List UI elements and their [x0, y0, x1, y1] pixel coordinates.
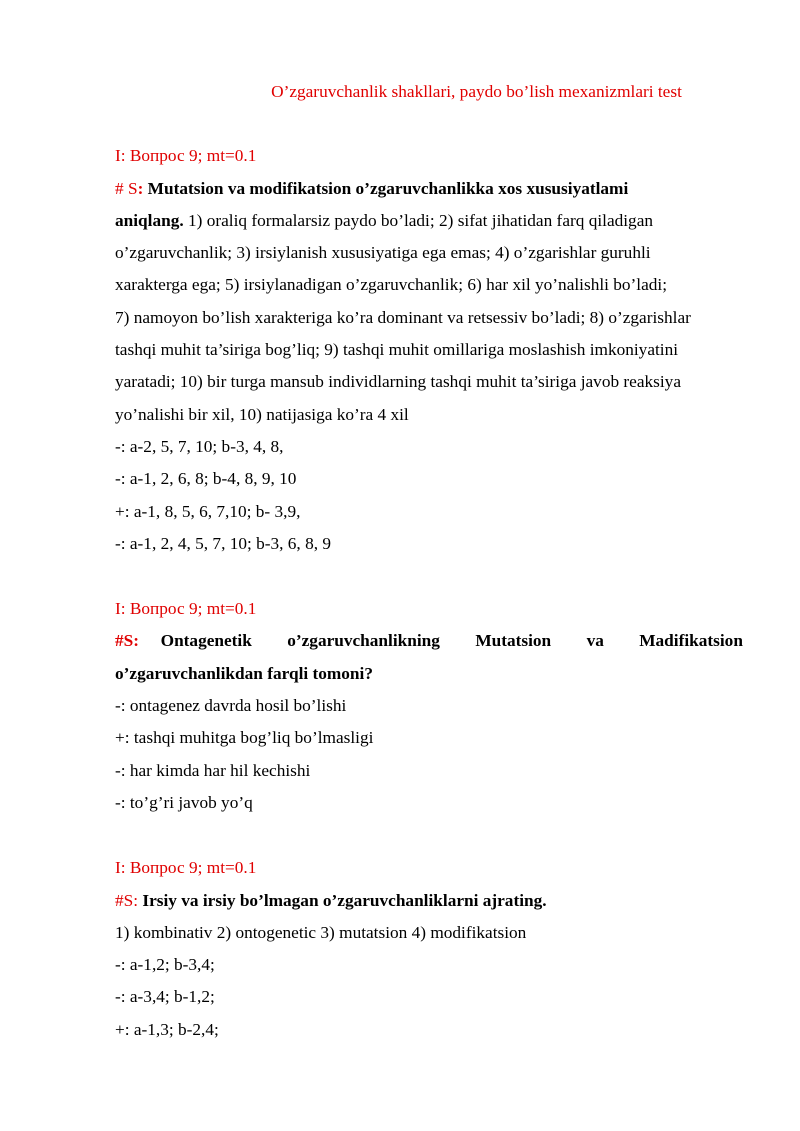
question-stem-colon: : — [137, 178, 144, 198]
question-1 — [115, 140, 743, 560]
question-stem-line — [115, 173, 743, 205]
question-stem-line: tashqi muhit ta’siriga bog’liq; 9) tashqi muhit omillariga moslashish imkoniyatini — [115, 340, 679, 360]
question-stem-word: o’zgaruvchanlikning — [287, 631, 440, 651]
question-stem-prefix: #S: — [115, 890, 139, 910]
answer-option-correct: +: a-1, 8, 5, 6, 7,10; b- 3,9, — [115, 501, 301, 521]
question-stem-line: 1) kombinativ 2) ontogenetic 3) mutatsion 4) modifikatsion — [115, 922, 527, 942]
question-stem-word: Ontagenetik — [160, 631, 252, 651]
answer-option: -: a-1,2; b-3,4; — [115, 955, 215, 975]
question-3 — [115, 852, 743, 1046]
question-2 — [115, 593, 743, 819]
question-header: I: Вопрос 9; mt=0.1 — [115, 146, 257, 166]
question-stem-line: 7) namoyon bo’lish xarakteriga ko’ra dominant va retsessiv bo’ladi; 8) o’zgarishlar — [115, 307, 691, 327]
answer-option: -: a-2, 5, 7, 10; b-3, 4, 8, — [115, 436, 284, 456]
question-stem-prefix: # S — [115, 178, 138, 198]
answer-option-correct: +: a-1,3; b-2,4; — [115, 1019, 219, 1039]
answer-option-correct: +: tashqi muhitga bog’liq bo’lmasligi — [115, 728, 374, 748]
question-stem-first-word — [115, 625, 252, 657]
answer-option: -: a-1, 2, 6, 8; b-4, 8, 9, 10 — [115, 469, 297, 489]
question-header: I: Вопрос 9; mt=0.1 — [115, 599, 257, 619]
question-stem-line: yaratadi; 10) bir turga mansub individlarning tashqi muhit ta’siriga javob reaksiya — [115, 372, 681, 392]
question-stem-text: 1) oraliq formalarsiz paydo bo’ladi; 2) sifat jihatidan farq qiladigan — [183, 210, 654, 230]
question-stem-bold: Irsiy va irsiy bo’lmagan o’zgaruvchanliklarni ajrating. — [138, 890, 547, 910]
question-stem-bold: Mutatsion va modifikatsion o’zgaruvchanlikka xos xususiyatlami — [143, 178, 629, 198]
question-stem-line: o’zgaruvchanlik; 3) irsiylanish xususiyatiga ega emas; 4) o’zgarishlar guruhli — [115, 243, 651, 263]
document-title: O’zgaruvchanlik shakllari, paydo bo’lish mexanizmlari test — [271, 82, 682, 101]
answer-option: -: har kimda har hil kechishi — [115, 760, 311, 780]
answer-option: -: to’g’ri javob yo’q — [115, 792, 253, 812]
answer-option: -: a-3,4; b-1,2; — [115, 987, 215, 1007]
question-stem-bold: aniqlang. — [115, 210, 184, 230]
question-stem-prefix: #S: — [115, 631, 140, 651]
question-stem-line: yo’nalishi bir xil, 10) natijasiga ko’ra 4 xil — [115, 404, 409, 424]
question-stem-line — [115, 205, 743, 237]
question-stem-word: Mutatsion — [475, 631, 552, 651]
question-stem-line: o’zgaruvchanlikdan farqli tomoni? — [115, 663, 373, 683]
question-stem-word: va — [586, 631, 604, 651]
answer-option: -: ontagenez davrda hosil bo’lishi — [115, 696, 347, 716]
question-stem-word: Madifikatsion — [639, 631, 743, 651]
question-stem-line — [115, 625, 743, 657]
question-stem-line — [115, 885, 743, 917]
answer-option: -: a-1, 2, 4, 5, 7, 10; b-3, 6, 8, 9 — [115, 533, 331, 553]
question-header: I: Вопрос 9; mt=0.1 — [115, 858, 257, 878]
question-stem-line: xarakterga ega; 5) irsiylanadigan o’zgaruvchanlik; 6) har xil yo’nalishli bo’ladi; — [115, 275, 668, 295]
